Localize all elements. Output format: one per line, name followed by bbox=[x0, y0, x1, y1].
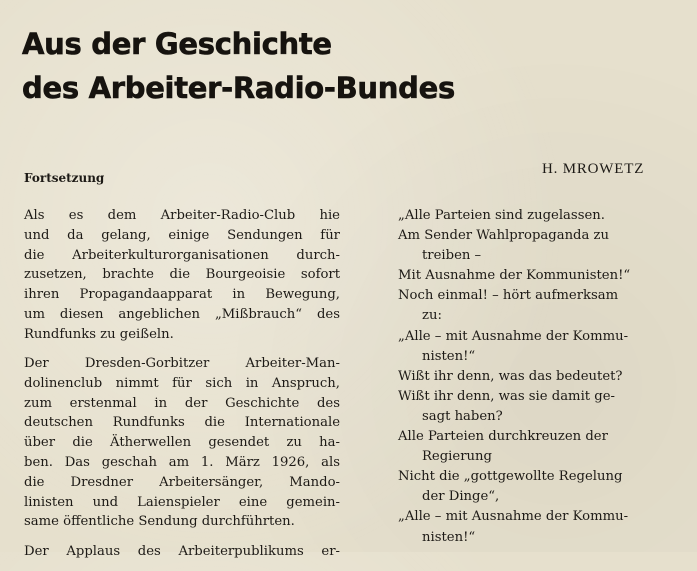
poem-line: Noch einmal! – hört aufmerksam bbox=[398, 288, 619, 304]
poem-line: Regierung bbox=[422, 449, 492, 465]
text-line: deutschen Rundfunks die Internationale bbox=[24, 415, 340, 431]
text-line: über die Ätherwellen gesendet zu ha- bbox=[24, 435, 340, 451]
text-line: Rundfunks zu geißeln. bbox=[24, 326, 174, 342]
text-line: und da gelang, einige Sendungen für bbox=[24, 227, 340, 243]
text-line: ben. Das geschah am 1. März 1926, als bbox=[24, 455, 340, 471]
poem-line: nisten!“ bbox=[422, 529, 476, 545]
poem-line: „Alle Parteien sind zugelassen. bbox=[398, 208, 605, 223]
poem-line: „Alle – mit Ausnahme der Kommu- bbox=[398, 509, 629, 525]
poem-line: Alle Parteien durchkreuzen der bbox=[398, 429, 608, 445]
poem-line: Nicht die „gottgewollte Regelung bbox=[398, 469, 623, 485]
poem-line: Am Sender Wahlpropaganda zu bbox=[398, 228, 609, 244]
poem-line: treiben – bbox=[422, 248, 482, 264]
text-line: um diesen angeblichen „Mißbrauch“ des bbox=[24, 306, 340, 322]
paragraph bbox=[24, 206, 340, 345]
text-line: die Arbeiterkulturorganisationen durch- bbox=[24, 247, 340, 263]
text-line: Der Applaus des Arbeiterpublikums er- bbox=[24, 543, 340, 559]
text-line: zum erstenmal in der Geschichte des bbox=[24, 395, 340, 411]
text-line: dolinenclub nimmt für sich in Anspruch, bbox=[24, 375, 340, 391]
text-line: die Dresdner Arbeitersänger, Mando- bbox=[24, 474, 340, 490]
title-line: des Arbeiter-Radio-Bundes bbox=[22, 71, 455, 105]
text-line: Als es dem Arbeiter-Radio-Club hie bbox=[24, 208, 340, 223]
poem-line: Wißt ihr denn, was sie damit ge- bbox=[398, 388, 615, 404]
poem-line: zu: bbox=[422, 308, 442, 324]
poem-line: „Alle – mit Ausnahme der Kommu- bbox=[398, 328, 629, 344]
article-title bbox=[22, 22, 455, 110]
text-line: zusetzen, brachte die Bourgeoisie sofort bbox=[24, 267, 340, 283]
poem-line: nisten!“ bbox=[422, 348, 476, 364]
title-line: Aus der Geschichte bbox=[22, 27, 332, 61]
poem-line: sagt haben? bbox=[422, 408, 503, 424]
text-line: Der Dresden-Gorbitzer Arbeiter-Man- bbox=[24, 356, 340, 372]
paragraph bbox=[24, 354, 340, 532]
text-line: ihren Propagandaapparat in Bewegung, bbox=[24, 287, 340, 303]
right-column bbox=[398, 206, 688, 548]
text-line: same öffentliche Sendung durchführten. bbox=[24, 514, 295, 530]
poem-line: Mit Ausnahme der Kommunisten!“ bbox=[398, 268, 631, 284]
poem-line: Wißt ihr denn, was das bedeutet? bbox=[398, 368, 623, 384]
subtitle: Fortsetzung bbox=[24, 171, 105, 185]
poem-line: der Dinge“, bbox=[422, 489, 500, 505]
text-line: linisten und Laienspieler eine gemein- bbox=[24, 494, 340, 510]
left-column bbox=[24, 206, 340, 571]
author: H. MROWETZ bbox=[542, 161, 645, 177]
